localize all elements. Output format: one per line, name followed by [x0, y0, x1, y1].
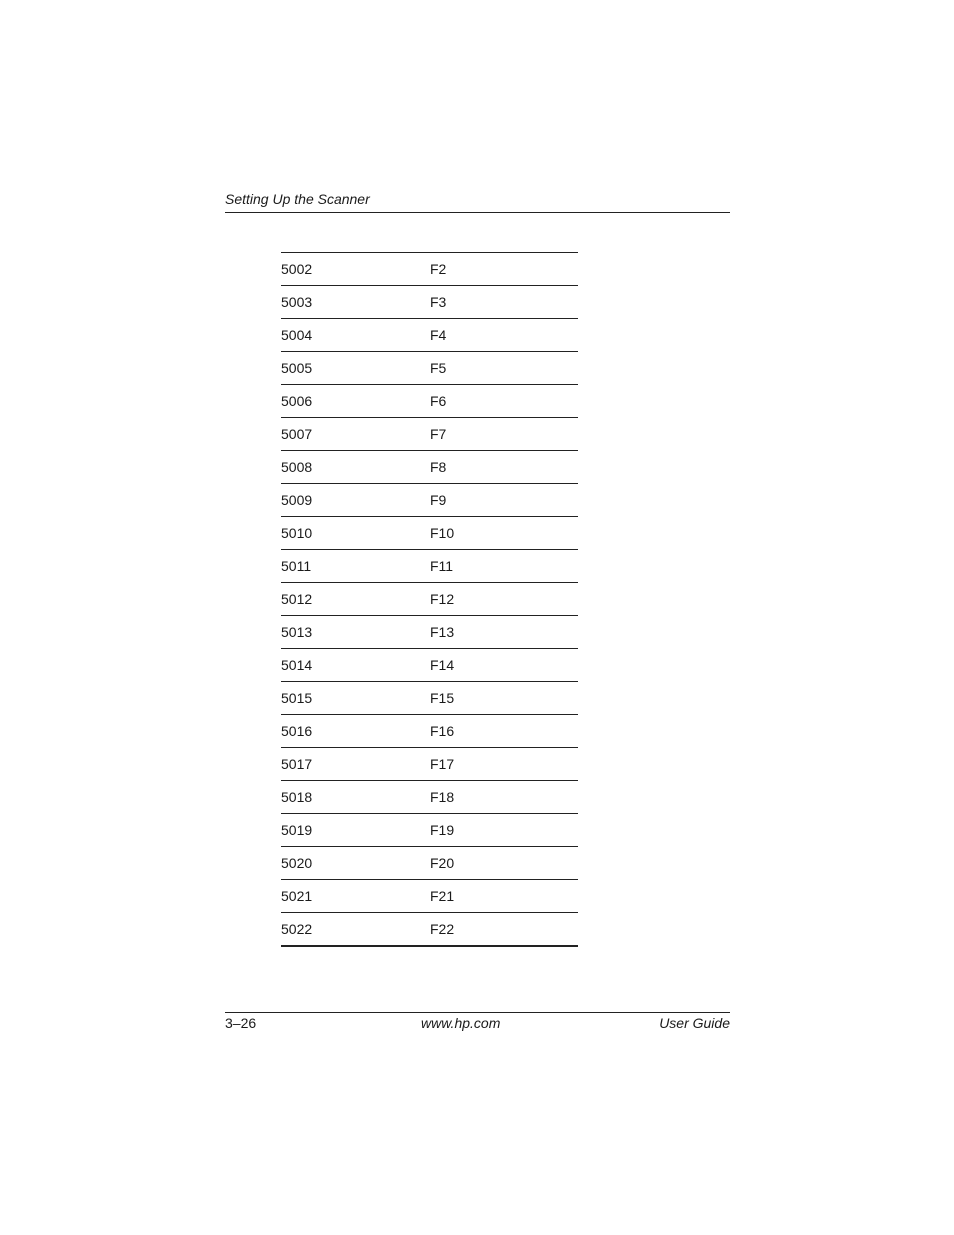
table-row [281, 451, 578, 484]
code-cell: 5013 [281, 616, 430, 649]
key-cell: F7 [430, 418, 578, 451]
running-header [225, 190, 730, 213]
code-cell: 5012 [281, 583, 430, 616]
code-cell: 5018 [281, 781, 430, 814]
table-row [281, 616, 578, 649]
key-cell: F19 [430, 814, 578, 847]
code-cell: 5014 [281, 649, 430, 682]
key-cell: F20 [430, 847, 578, 880]
table-row [281, 550, 578, 583]
code-cell: 5005 [281, 352, 430, 385]
table-row [281, 748, 578, 781]
code-cell: 5009 [281, 484, 430, 517]
key-cell: F17 [430, 748, 578, 781]
table-row [281, 352, 578, 385]
table-row [281, 286, 578, 319]
code-cell: 5006 [281, 385, 430, 418]
key-cell: F15 [430, 682, 578, 715]
table-row [281, 715, 578, 748]
key-cell: F18 [430, 781, 578, 814]
code-cell: 5002 [281, 253, 430, 286]
table-body [281, 253, 578, 947]
website-url: www.hp.com [421, 1015, 501, 1031]
code-cell: 5011 [281, 550, 430, 583]
code-cell: 5007 [281, 418, 430, 451]
key-cell: F21 [430, 880, 578, 913]
code-cell: 5015 [281, 682, 430, 715]
key-cell: F4 [430, 319, 578, 352]
table-row [281, 517, 578, 550]
key-cell: F2 [430, 253, 578, 286]
key-cell: F8 [430, 451, 578, 484]
key-cell: F10 [430, 517, 578, 550]
table-row [281, 880, 578, 913]
code-cell: 5016 [281, 715, 430, 748]
key-cell: F3 [430, 286, 578, 319]
table-row [281, 682, 578, 715]
code-cell: 5008 [281, 451, 430, 484]
table-row [281, 781, 578, 814]
key-cell: F22 [430, 921, 455, 937]
code-cell: 5010 [281, 517, 430, 550]
code-cell: 5017 [281, 748, 430, 781]
table-row [281, 847, 578, 880]
table-row [281, 814, 578, 847]
key-cell: F16 [430, 715, 578, 748]
function-key-code-table [281, 252, 578, 947]
table-row [281, 319, 578, 352]
code-cell: 5019 [281, 814, 430, 847]
key-cell: F12 [430, 583, 578, 616]
code-cell: 5004 [281, 319, 430, 352]
table-row [281, 583, 578, 616]
key-cell: F14 [430, 649, 578, 682]
table-row [281, 649, 578, 682]
document-name: User Guide [659, 1015, 730, 1031]
code-cell: 5003 [281, 286, 430, 319]
code-cell: 5021 [281, 880, 430, 913]
table-row [281, 253, 578, 286]
key-cell: F6 [430, 385, 578, 418]
table-row [281, 418, 578, 451]
table-row [281, 385, 578, 418]
code-cell: 5020 [281, 847, 430, 880]
key-cell: F13 [430, 616, 578, 649]
table-row [281, 484, 578, 517]
key-cell: F5 [430, 352, 578, 385]
code-cell: 5022 [281, 921, 313, 937]
page-number: 3–26 [225, 1015, 257, 1031]
page-footer [225, 1012, 730, 1035]
header-title: Setting Up the Scanner [225, 191, 370, 207]
table-row [281, 913, 578, 947]
key-cell: F9 [430, 484, 578, 517]
key-cell: F11 [430, 550, 578, 583]
